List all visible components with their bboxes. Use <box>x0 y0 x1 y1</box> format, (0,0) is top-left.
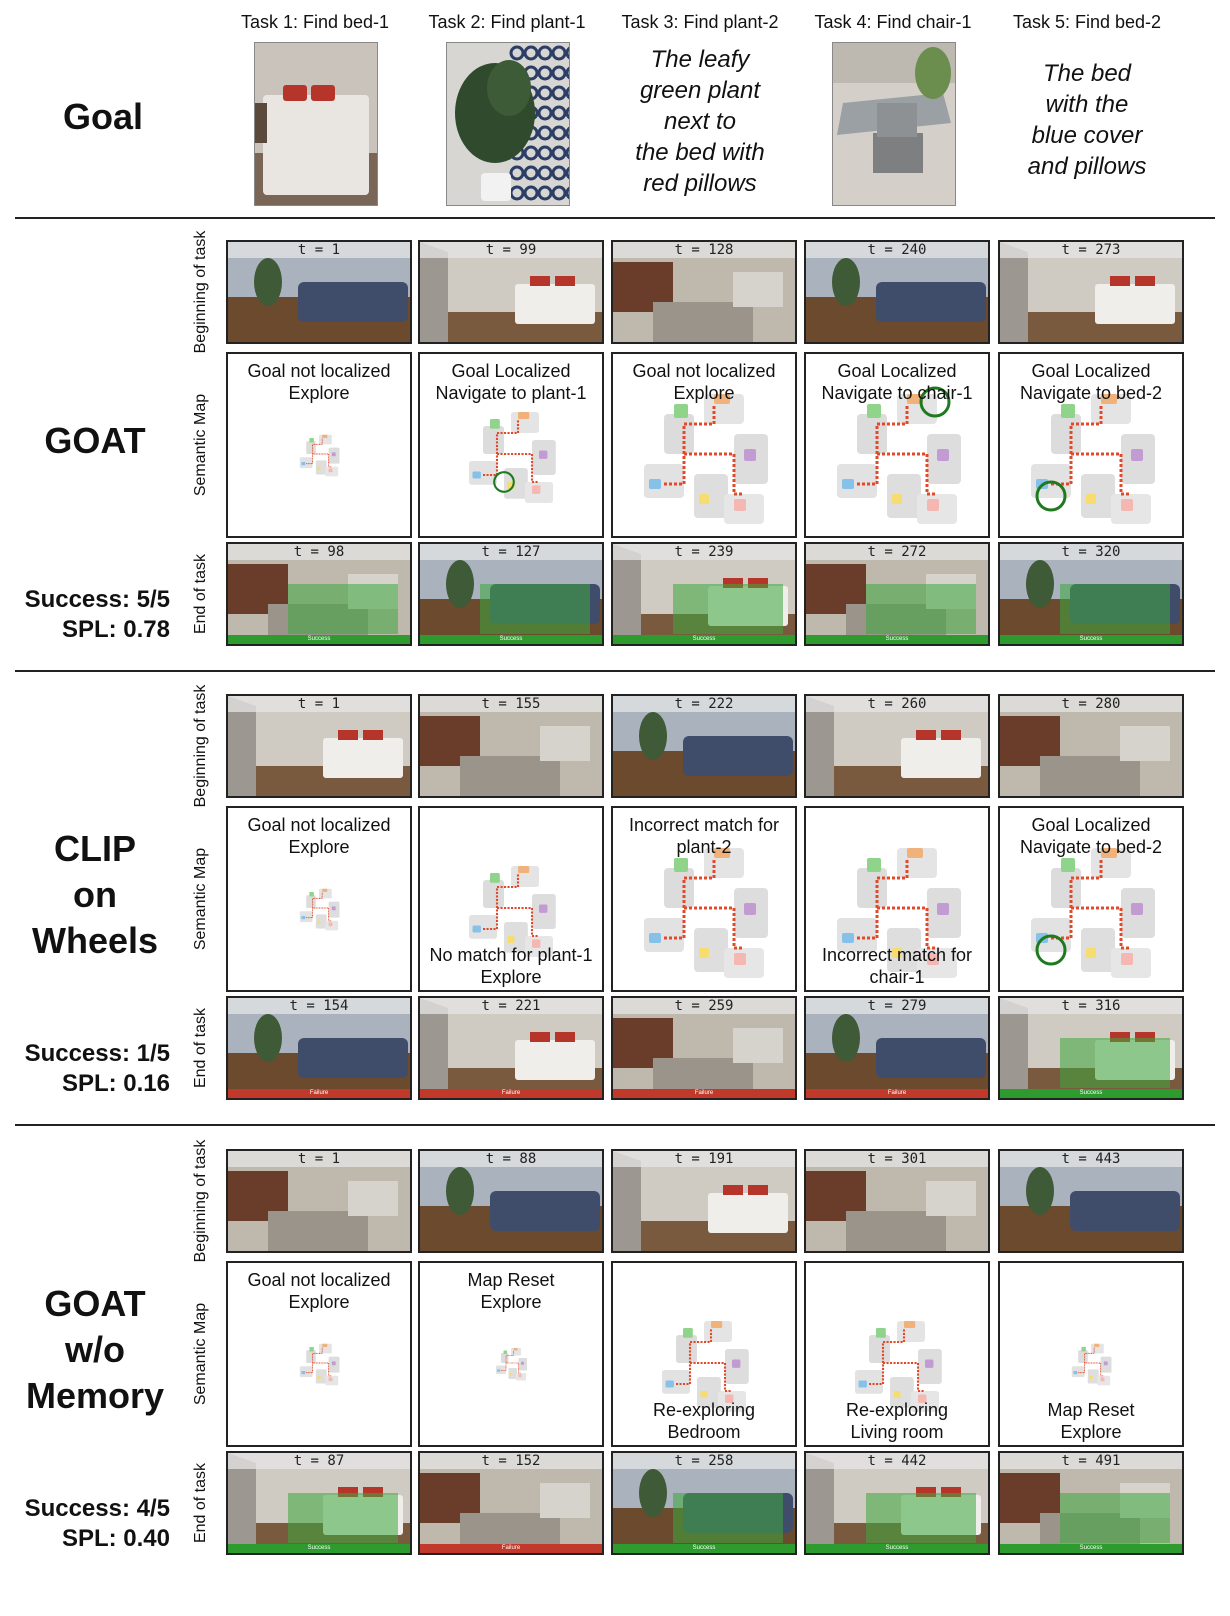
timestep-label: t = 260 <box>806 696 988 712</box>
map-caption-top <box>613 360 795 404</box>
method-name-line: Wheels <box>31 920 159 961</box>
map-caption-top <box>228 1269 410 1313</box>
map-caption-line: Explore <box>673 383 735 403</box>
map-caption-line: Re-exploring <box>845 1400 949 1420</box>
semantic-map-panel <box>998 352 1184 538</box>
task-end-frame <box>418 996 604 1100</box>
goal-text-line: green plant <box>639 77 761 104</box>
timestep-label: t = 442 <box>806 1453 988 1469</box>
map-caption-line: Map Reset <box>467 1270 555 1290</box>
timestep-label: t = 316 <box>1000 998 1182 1014</box>
timestep-label: t = 99 <box>420 242 602 258</box>
goal-text-line: The bed <box>1042 60 1132 87</box>
timestep-label: t = 239 <box>613 544 795 560</box>
map-caption-line: Explore <box>288 837 350 857</box>
task-status-bar: Failure <box>420 1089 602 1098</box>
timestep-label: t = 1 <box>228 242 410 258</box>
map-caption-bottom <box>806 944 988 988</box>
goal-text-line: next to <box>663 108 737 135</box>
plant-photo-icon <box>446 42 570 206</box>
task-status-bar: Failure <box>228 1089 410 1098</box>
map-caption-line: Incorrect match for <box>628 815 780 835</box>
semantic-map-panel <box>998 806 1184 992</box>
map-caption-line: Explore <box>1060 1422 1122 1442</box>
map-caption-line: Explore <box>288 383 350 403</box>
semantic-map-panel <box>804 1261 990 1447</box>
task-status-bar: Failure <box>806 1089 988 1098</box>
map-caption-line: Explore <box>480 967 542 987</box>
task-end-frame <box>611 1451 797 1555</box>
map-caption-line: Goal Localized <box>451 361 571 381</box>
task-end-frame <box>611 996 797 1100</box>
task-start-frame <box>226 694 412 798</box>
task-start-frame <box>418 694 604 798</box>
timestep-label: t = 155 <box>420 696 602 712</box>
timestep-label: t = 98 <box>228 544 410 560</box>
map-caption-line: Goal Localized <box>1031 361 1151 381</box>
map-caption-line: Explore <box>288 1292 350 1312</box>
semantic-map-panel <box>611 1261 797 1447</box>
map-caption-top <box>806 360 988 404</box>
task-start-frame <box>418 240 604 344</box>
timestep-label: t = 191 <box>613 1151 795 1167</box>
map-caption-line: Navigate to bed-2 <box>1019 837 1163 857</box>
map-caption-line: No match for plant-1 <box>429 945 593 965</box>
section-divider-3 <box>15 1124 1215 1126</box>
timestep-label: t = 443 <box>1000 1151 1182 1167</box>
task-start-frame <box>418 1149 604 1253</box>
task-title-5: Task 5: Find bed-2 <box>1012 12 1162 32</box>
timestep-label: t = 259 <box>613 998 795 1014</box>
task-start-frame <box>998 240 1184 344</box>
spl-value: SPL: 0.78 <box>61 616 170 643</box>
task-end-frame <box>804 542 990 646</box>
task-status-bar: Success <box>1000 1089 1182 1098</box>
task-start-frame <box>611 694 797 798</box>
task-start-frame <box>804 694 990 798</box>
map-caption-line: Goal not localized <box>247 361 391 381</box>
map-caption-top <box>1000 814 1182 858</box>
task-status-bar: Success <box>1000 635 1182 644</box>
semantic-map-panel <box>804 352 990 538</box>
method-name-line: w/o <box>65 1329 125 1370</box>
method-name <box>0 826 190 964</box>
goal-text-line: with the <box>1045 91 1129 118</box>
row-label-semantic-map-text: Semantic Map <box>192 847 209 951</box>
goal-text-line: the bed with <box>635 139 765 166</box>
task-end-frame <box>998 996 1184 1100</box>
method-name-line: GOAT <box>44 420 146 461</box>
goal-text-line: red pillows <box>643 170 757 197</box>
timestep-label: t = 221 <box>420 998 602 1014</box>
chair-photo-icon <box>832 42 956 206</box>
task-start-frame <box>998 694 1184 798</box>
task-start-frame <box>611 1149 797 1253</box>
semantic-map-panel <box>611 806 797 992</box>
task-status-bar: Success <box>420 635 602 644</box>
semantic-map-panel <box>226 806 412 992</box>
section-divider-2 <box>15 670 1215 672</box>
row-label-semantic-map-text: Semantic Map <box>192 1302 209 1406</box>
task-status-bar: Failure <box>420 1544 602 1553</box>
map-caption-line: Explore <box>480 1292 542 1312</box>
row-label-beginning-text: Beginning of task <box>192 230 209 354</box>
map-caption-line: Navigate to bed-2 <box>1019 383 1163 403</box>
task-title-4: Task 4: Find chair-1 <box>814 12 972 32</box>
timestep-label: t = 152 <box>420 1453 602 1469</box>
timestep-label: t = 127 <box>420 544 602 560</box>
task-end-frame <box>226 542 412 646</box>
map-caption-top <box>228 814 410 858</box>
map-caption-line: Goal not localized <box>247 815 391 835</box>
task-status-bar: Success <box>613 1544 795 1553</box>
map-caption-bottom <box>1000 1399 1182 1443</box>
task-title-3: Task 3: Find plant-2 <box>621 12 779 32</box>
method-name-line: Memory <box>25 1375 165 1416</box>
section-divider-1 <box>15 217 1215 219</box>
task-start-frame <box>804 240 990 344</box>
method-name <box>0 418 190 464</box>
timestep-label: t = 240 <box>806 242 988 258</box>
method-name-line: CLIP <box>53 828 136 869</box>
row-label-end-text: End of task <box>192 1462 209 1544</box>
semantic-map-panel <box>418 352 604 538</box>
map-caption-line: Goal Localized <box>1031 815 1151 835</box>
timestep-label: t = 154 <box>228 998 410 1014</box>
row-label-beginning-text: Beginning of task <box>192 684 209 808</box>
timestep-label: t = 301 <box>806 1151 988 1167</box>
spl-value: SPL: 0.16 <box>61 1070 170 1097</box>
map-caption-line: Navigate to plant-1 <box>435 383 587 403</box>
map-caption-line: chair-1 <box>869 967 925 987</box>
semantic-map-panel <box>226 352 412 538</box>
map-caption-line: Navigate to chair-1 <box>821 383 973 403</box>
goal-text-line: The leafy <box>650 46 750 73</box>
timestep-label: t = 1 <box>228 1151 410 1167</box>
bed-photo-icon <box>254 42 378 206</box>
timestep-label: t = 87 <box>228 1453 410 1469</box>
task-status-bar: Success <box>613 635 795 644</box>
timestep-label: t = 491 <box>1000 1453 1182 1469</box>
goal-text-line: and pillows <box>1027 153 1147 180</box>
timestep-label: t = 273 <box>1000 242 1182 258</box>
goal-text-line: blue cover <box>1031 122 1143 149</box>
task-end-frame <box>611 542 797 646</box>
success-rate: Success: 4/5 <box>24 1495 170 1522</box>
method-name <box>0 1281 190 1419</box>
semantic-map-panel <box>804 806 990 992</box>
method-name-line: on <box>73 874 117 915</box>
timestep-label: t = 279 <box>806 998 988 1014</box>
task-start-frame <box>611 240 797 344</box>
success-rate: Success: 1/5 <box>24 1040 170 1067</box>
map-caption-top <box>613 814 795 858</box>
row-label-semantic-map-text: Semantic Map <box>192 393 209 497</box>
map-caption-line: plant-2 <box>676 837 732 857</box>
map-caption-top <box>1000 360 1182 404</box>
task-status-bar: Success <box>806 1544 988 1553</box>
task-end-frame <box>998 542 1184 646</box>
task-status-bar: Success <box>1000 1544 1182 1553</box>
semantic-map-panel <box>611 352 797 538</box>
row-label-end-text: End of task <box>192 553 209 635</box>
map-caption-line: Goal not localized <box>632 361 776 381</box>
task-end-frame <box>804 996 990 1100</box>
task-start-frame <box>804 1149 990 1253</box>
map-caption-line: Goal not localized <box>247 1270 391 1290</box>
map-caption-bottom <box>420 944 602 988</box>
map-caption-top <box>228 360 410 404</box>
map-caption-top <box>420 1269 602 1313</box>
timestep-label: t = 128 <box>613 242 795 258</box>
timestep-label: t = 88 <box>420 1151 602 1167</box>
success-rate: Success: 5/5 <box>24 586 170 613</box>
task-title-2: Task 2: Find plant-1 <box>428 12 586 32</box>
timestep-label: t = 320 <box>1000 544 1182 560</box>
map-caption-bottom <box>806 1399 988 1443</box>
timestep-label: t = 222 <box>613 696 795 712</box>
map-caption-line: Map Reset <box>1047 1400 1135 1420</box>
task-end-frame <box>418 1451 604 1555</box>
task-status-bar: Success <box>806 635 988 644</box>
map-caption-top <box>420 360 602 404</box>
map-caption-bottom <box>613 1399 795 1443</box>
task-status-bar: Success <box>228 635 410 644</box>
task-start-frame <box>226 240 412 344</box>
row-label-beginning-text: Beginning of task <box>192 1139 209 1263</box>
map-caption-line: Bedroom <box>667 1422 741 1442</box>
task-title-1: Task 1: Find bed-1 <box>240 12 390 32</box>
semantic-map-panel <box>418 1261 604 1447</box>
task-end-frame <box>226 996 412 1100</box>
map-caption-line: Living room <box>850 1422 944 1442</box>
task-start-frame <box>998 1149 1184 1253</box>
map-caption-line: Goal Localized <box>837 361 957 381</box>
goal-text-5 <box>987 58 1187 182</box>
task-start-frame <box>226 1149 412 1253</box>
goal-row-label: Goal <box>62 96 143 137</box>
map-caption-line: Re-exploring <box>652 1400 756 1420</box>
semantic-map-panel <box>226 1261 412 1447</box>
semantic-map-panel <box>418 806 604 992</box>
map-caption-line: Incorrect match for <box>821 945 973 965</box>
timestep-label: t = 272 <box>806 544 988 560</box>
semantic-map-panel <box>998 1261 1184 1447</box>
method-name-line: GOAT <box>44 1283 146 1324</box>
task-status-bar: Success <box>228 1544 410 1553</box>
timestep-label: t = 258 <box>613 1453 795 1469</box>
task-end-frame <box>804 1451 990 1555</box>
timestep-label: t = 1 <box>228 696 410 712</box>
task-end-frame <box>226 1451 412 1555</box>
spl-value: SPL: 0.40 <box>61 1525 170 1552</box>
goal-text-3 <box>600 44 800 199</box>
task-status-bar: Failure <box>613 1089 795 1098</box>
task-end-frame <box>998 1451 1184 1555</box>
timestep-label: t = 280 <box>1000 696 1182 712</box>
task-end-frame <box>418 542 604 646</box>
row-label-end-text: End of task <box>192 1007 209 1089</box>
